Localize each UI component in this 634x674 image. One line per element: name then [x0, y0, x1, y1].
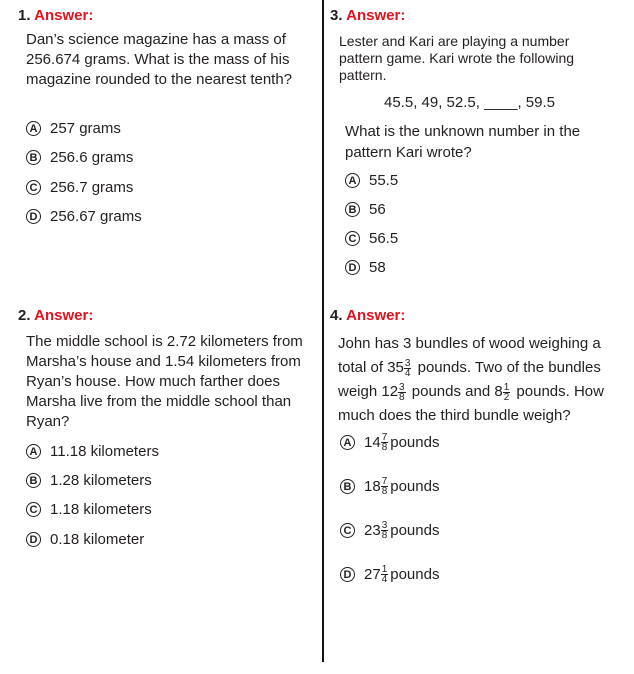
q1-header — [18, 7, 93, 24]
q3-option-b[interactable] — [345, 201, 386, 218]
numerator: 1 — [381, 564, 388, 575]
bubble-c-icon[interactable]: C — [345, 231, 360, 246]
numerator: 7 — [381, 432, 388, 443]
q4-number: 4. — [330, 307, 343, 324]
q4-line-3 — [338, 380, 628, 404]
text: total of 35 — [338, 359, 404, 376]
bubble-d-icon[interactable]: D — [340, 567, 355, 582]
bubble-b-icon[interactable]: B — [340, 479, 355, 494]
q2-answer-label: Answer: — [34, 307, 94, 324]
unit: pounds — [390, 522, 440, 539]
column-divider — [322, 0, 324, 662]
option-text: 256.67 grams — [50, 208, 142, 225]
denominator: 4 — [381, 574, 388, 585]
q3-answer-label: Answer: — [346, 7, 406, 24]
q1-option-a[interactable] — [26, 120, 121, 137]
numerator: 3 — [381, 520, 388, 531]
option-text: 58 — [369, 259, 386, 276]
q3-option-d[interactable] — [345, 259, 386, 276]
text: pounds. Two of the bundles — [413, 359, 601, 376]
unit: pounds — [390, 478, 440, 495]
q4-option-b[interactable] — [340, 477, 439, 496]
q3-number: 3. — [330, 7, 343, 24]
q1-option-c[interactable] — [26, 179, 133, 196]
bubble-a-icon[interactable]: A — [340, 435, 355, 450]
denominator: 8 — [399, 391, 405, 403]
whole: 27 — [364, 566, 381, 583]
option-text: 1.18 kilometers — [50, 501, 152, 518]
q4-option-a[interactable] — [340, 433, 439, 452]
fraction — [503, 383, 511, 402]
text: much does the third bundle weigh? — [338, 407, 571, 424]
bubble-b-icon[interactable]: B — [26, 150, 41, 165]
fraction — [381, 477, 389, 496]
bubble-a-icon[interactable]: A — [26, 444, 41, 459]
denominator: 4 — [404, 367, 411, 379]
whole: 18 — [364, 478, 381, 495]
q2-header — [18, 307, 93, 324]
option-text: 1.28 kilometers — [50, 472, 152, 489]
numerator: 7 — [381, 476, 388, 487]
q2-option-a[interactable] — [26, 443, 159, 460]
q4-text — [338, 332, 628, 428]
q1-text: Dan’s science magazine has a mass of 256.674 grams. What is the mass of his magazine rounded to the nearest tenth? — [26, 31, 293, 88]
unit: pounds — [390, 434, 440, 451]
q2-option-c[interactable] — [26, 501, 152, 518]
text: pounds and 8 — [407, 383, 503, 400]
q2-option-d[interactable] — [26, 531, 144, 548]
fraction — [381, 565, 389, 584]
denominator: 8 — [381, 530, 388, 541]
bubble-a-icon[interactable]: A — [345, 173, 360, 188]
bubble-a-icon[interactable]: A — [26, 121, 41, 136]
q4-line-4 — [338, 404, 628, 428]
bubble-d-icon[interactable]: D — [26, 209, 41, 224]
q1-option-b[interactable] — [26, 149, 133, 166]
bubble-b-icon[interactable]: B — [26, 473, 41, 488]
denominator: 8 — [381, 486, 388, 497]
denominator: 8 — [381, 442, 388, 453]
q4-line-2 — [338, 356, 628, 380]
q4-answer-label: Answer: — [346, 307, 406, 324]
numerator: 3 — [404, 357, 411, 369]
fraction — [398, 383, 406, 402]
numerator: 3 — [399, 381, 405, 393]
unit: pounds — [390, 566, 440, 583]
fraction — [381, 433, 389, 452]
option-text: 56 — [369, 201, 386, 218]
option-text: 55.5 — [369, 172, 399, 189]
q1-answer-label: Answer: — [34, 7, 94, 24]
option-text: 256.7 grams — [50, 179, 134, 196]
q1-number: 1. — [18, 7, 31, 24]
option-text: 256.6 grams — [50, 149, 134, 166]
fraction — [404, 359, 412, 378]
q3-option-c[interactable] — [345, 230, 398, 247]
bubble-d-icon[interactable]: D — [345, 260, 360, 275]
whole: 14 — [364, 434, 381, 451]
q2-text: The middle school is 2.72 kilometers from Marsha’s house and 1.54 kilometers from Ryan’s house. How much farther does Marsha live from the middle school than Ryan? — [26, 333, 303, 430]
whole: 23 — [364, 522, 381, 539]
bubble-d-icon[interactable]: D — [26, 532, 41, 547]
option-text: 0.18 kilometer — [50, 531, 145, 548]
bubble-c-icon[interactable]: C — [340, 523, 355, 538]
numerator: 1 — [503, 381, 510, 393]
q3-option-a[interactable] — [345, 172, 398, 189]
text: John has 3 bundles of wood weighing a — [338, 335, 601, 352]
q2-option-b[interactable] — [26, 472, 152, 489]
q4-header — [330, 307, 405, 324]
q2-number: 2. — [18, 307, 31, 324]
option-text: 257 grams — [50, 120, 121, 137]
q4-option-d[interactable] — [340, 565, 439, 584]
text: pounds. How — [512, 383, 604, 400]
option-text: 11.18 kilometers — [50, 443, 159, 460]
bubble-c-icon[interactable]: C — [26, 502, 41, 517]
denominator: 2 — [503, 391, 510, 403]
bubble-b-icon[interactable]: B — [345, 202, 360, 217]
q3-header — [330, 7, 405, 24]
q3-question: What is the unknown number in the pattern Kari wrote? — [345, 123, 581, 161]
fraction — [381, 521, 389, 540]
q4-line-1 — [338, 332, 628, 356]
text: weigh 12 — [338, 383, 399, 400]
q1-option-d[interactable] — [26, 208, 142, 225]
q3-text: Lester and Kari are playing a number pattern game. Kari wrote the following pattern. — [339, 33, 575, 83]
q4-option-c[interactable] — [340, 521, 439, 540]
option-text: 56.5 — [369, 230, 399, 247]
q3-pattern: 45.5, 49, 52.5, ____, 59.5 — [384, 94, 555, 111]
bubble-c-icon[interactable]: C — [26, 180, 41, 195]
